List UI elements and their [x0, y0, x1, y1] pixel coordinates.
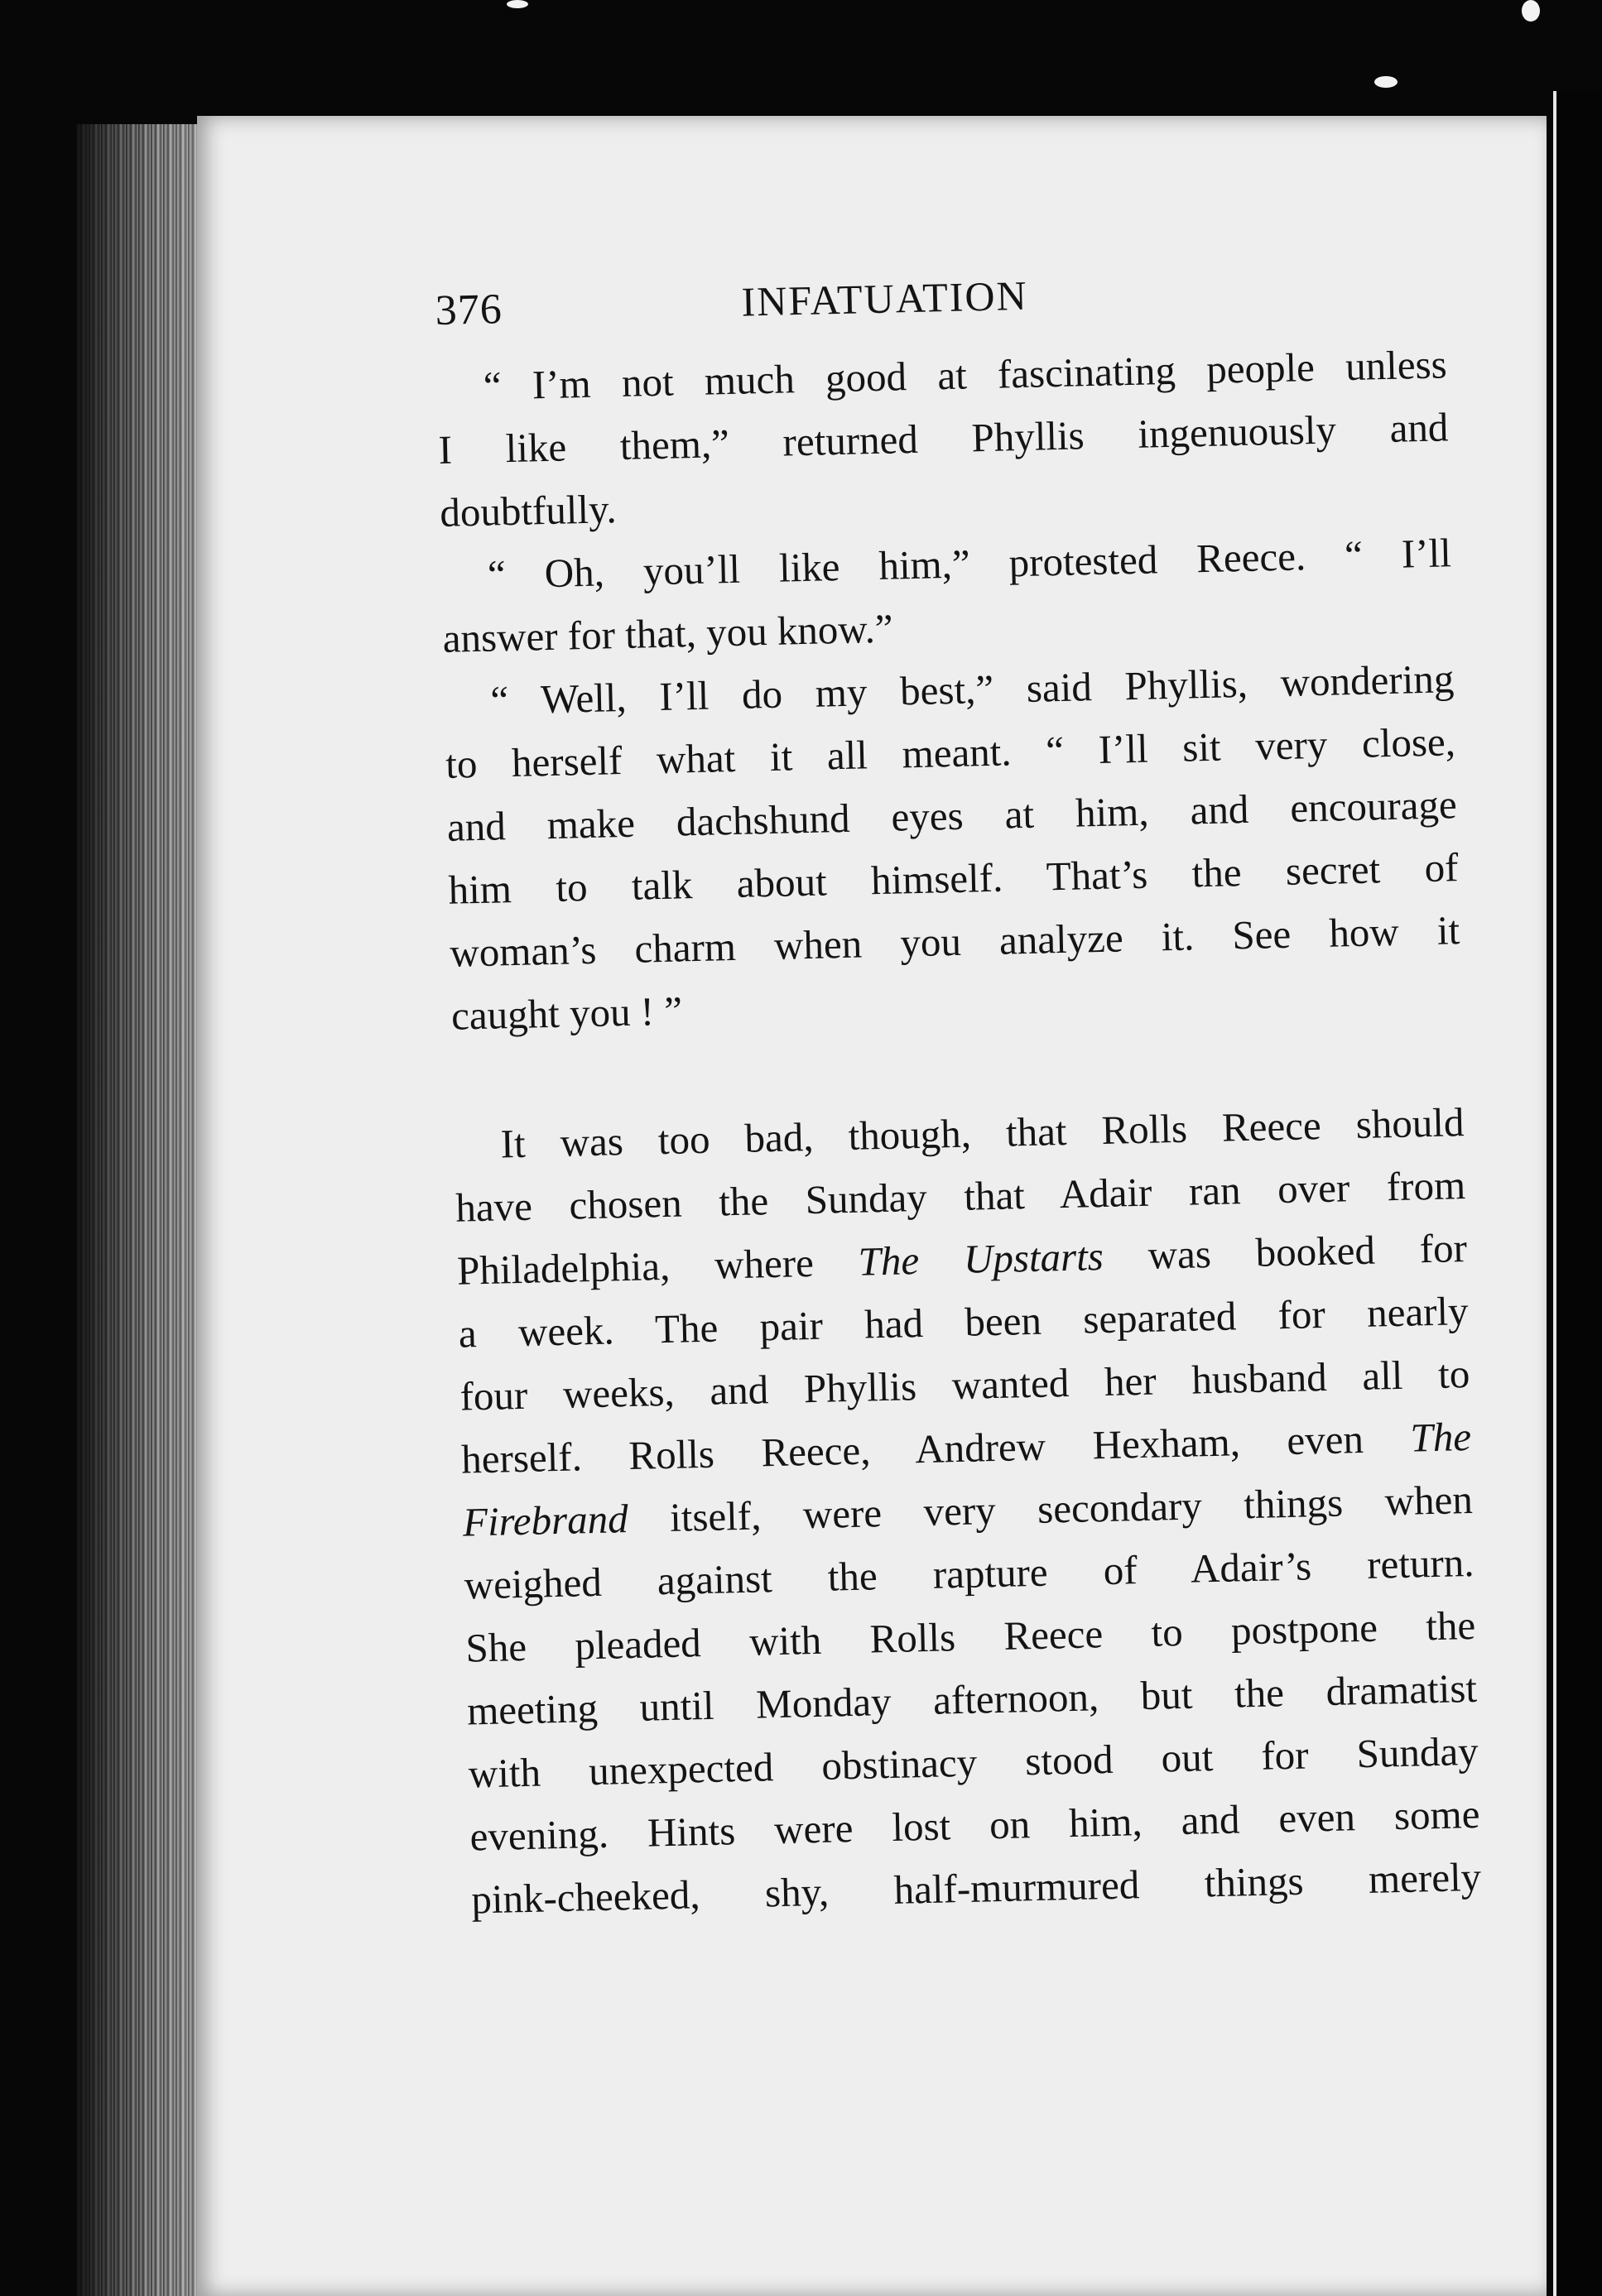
paragraph — [454, 1091, 1482, 1931]
text-line: It was too bad, though, that Rolls Reece should — [500, 1099, 1465, 1167]
text-line: doubtfully. — [439, 486, 618, 536]
text-line-with-title: herself. Rolls Reece, Andrew Hexham, even The — [460, 1413, 1472, 1482]
text-line-with-title: Philadelphia, where The Upstarts was booked for — [456, 1225, 1468, 1294]
running-title: INFATUATION — [741, 271, 1029, 325]
scan-speck — [507, 0, 528, 8]
text-line: meeting until Monday afternoon, but the dramatist — [466, 1664, 1478, 1734]
text-line: have chosen the Sunday that Adair ran over from — [455, 1162, 1466, 1231]
text-line: “ Oh, you’ll like him,” protested Reece. “ I’ll — [487, 530, 1452, 598]
text-line: pink-cheeked, shy, half-murmured things merely — [470, 1853, 1482, 1923]
book-cover-edge — [1553, 91, 1602, 2296]
text-line: She pleaded with Rolls Reece to postpone the — [464, 1602, 1476, 1671]
paragraph — [444, 647, 1462, 1048]
text-line-with-title: Firebrand itself, were very secondary things when — [462, 1476, 1474, 1545]
text-line: with unexpected obstinacy stood out for Sunday — [468, 1727, 1479, 1797]
text-line: and make dachshund eyes at him, and encourage — [446, 781, 1458, 850]
text-line: caught you ! ” — [450, 987, 683, 1039]
text-line: to herself what it all meant. “ I’ll sit very close, — [445, 718, 1456, 787]
text-line: “ Well, I’ll do my best,” said Phyllis, wondering — [489, 656, 1455, 723]
paragraph — [440, 521, 1453, 670]
text-line: “ I’m not much good at fascinating people unless — [483, 341, 1448, 409]
page-edge-shadow — [76, 124, 200, 2296]
scan-speck — [1522, 0, 1540, 22]
text-line: I like them,” returned Phyllis ingenuously and — [437, 404, 1449, 473]
text-line: a week. The pair had been separated for nearly — [458, 1288, 1470, 1357]
text-line: answer for that, you know.” — [442, 605, 894, 661]
text-line: weighed against the rapture of Adair’s return. — [464, 1539, 1475, 1608]
paragraph — [436, 333, 1450, 545]
text-line: woman’s charm when you analyze it. See how it — [449, 907, 1460, 976]
text-line: evening. Hints were lost on him, and even some — [469, 1790, 1480, 1860]
page-text — [435, 258, 1482, 1931]
italic-title: The — [1409, 1413, 1472, 1461]
italic-title: The Upstarts — [858, 1232, 1104, 1285]
italic-title: Firebrand — [462, 1496, 629, 1545]
text-line: him to talk about himself. That’s the secret of — [448, 844, 1459, 913]
text-line: four weeks, and Phyllis wanted her husband all to — [459, 1350, 1470, 1419]
scan-speck — [1374, 76, 1398, 88]
page-number: 376 — [435, 286, 503, 334]
